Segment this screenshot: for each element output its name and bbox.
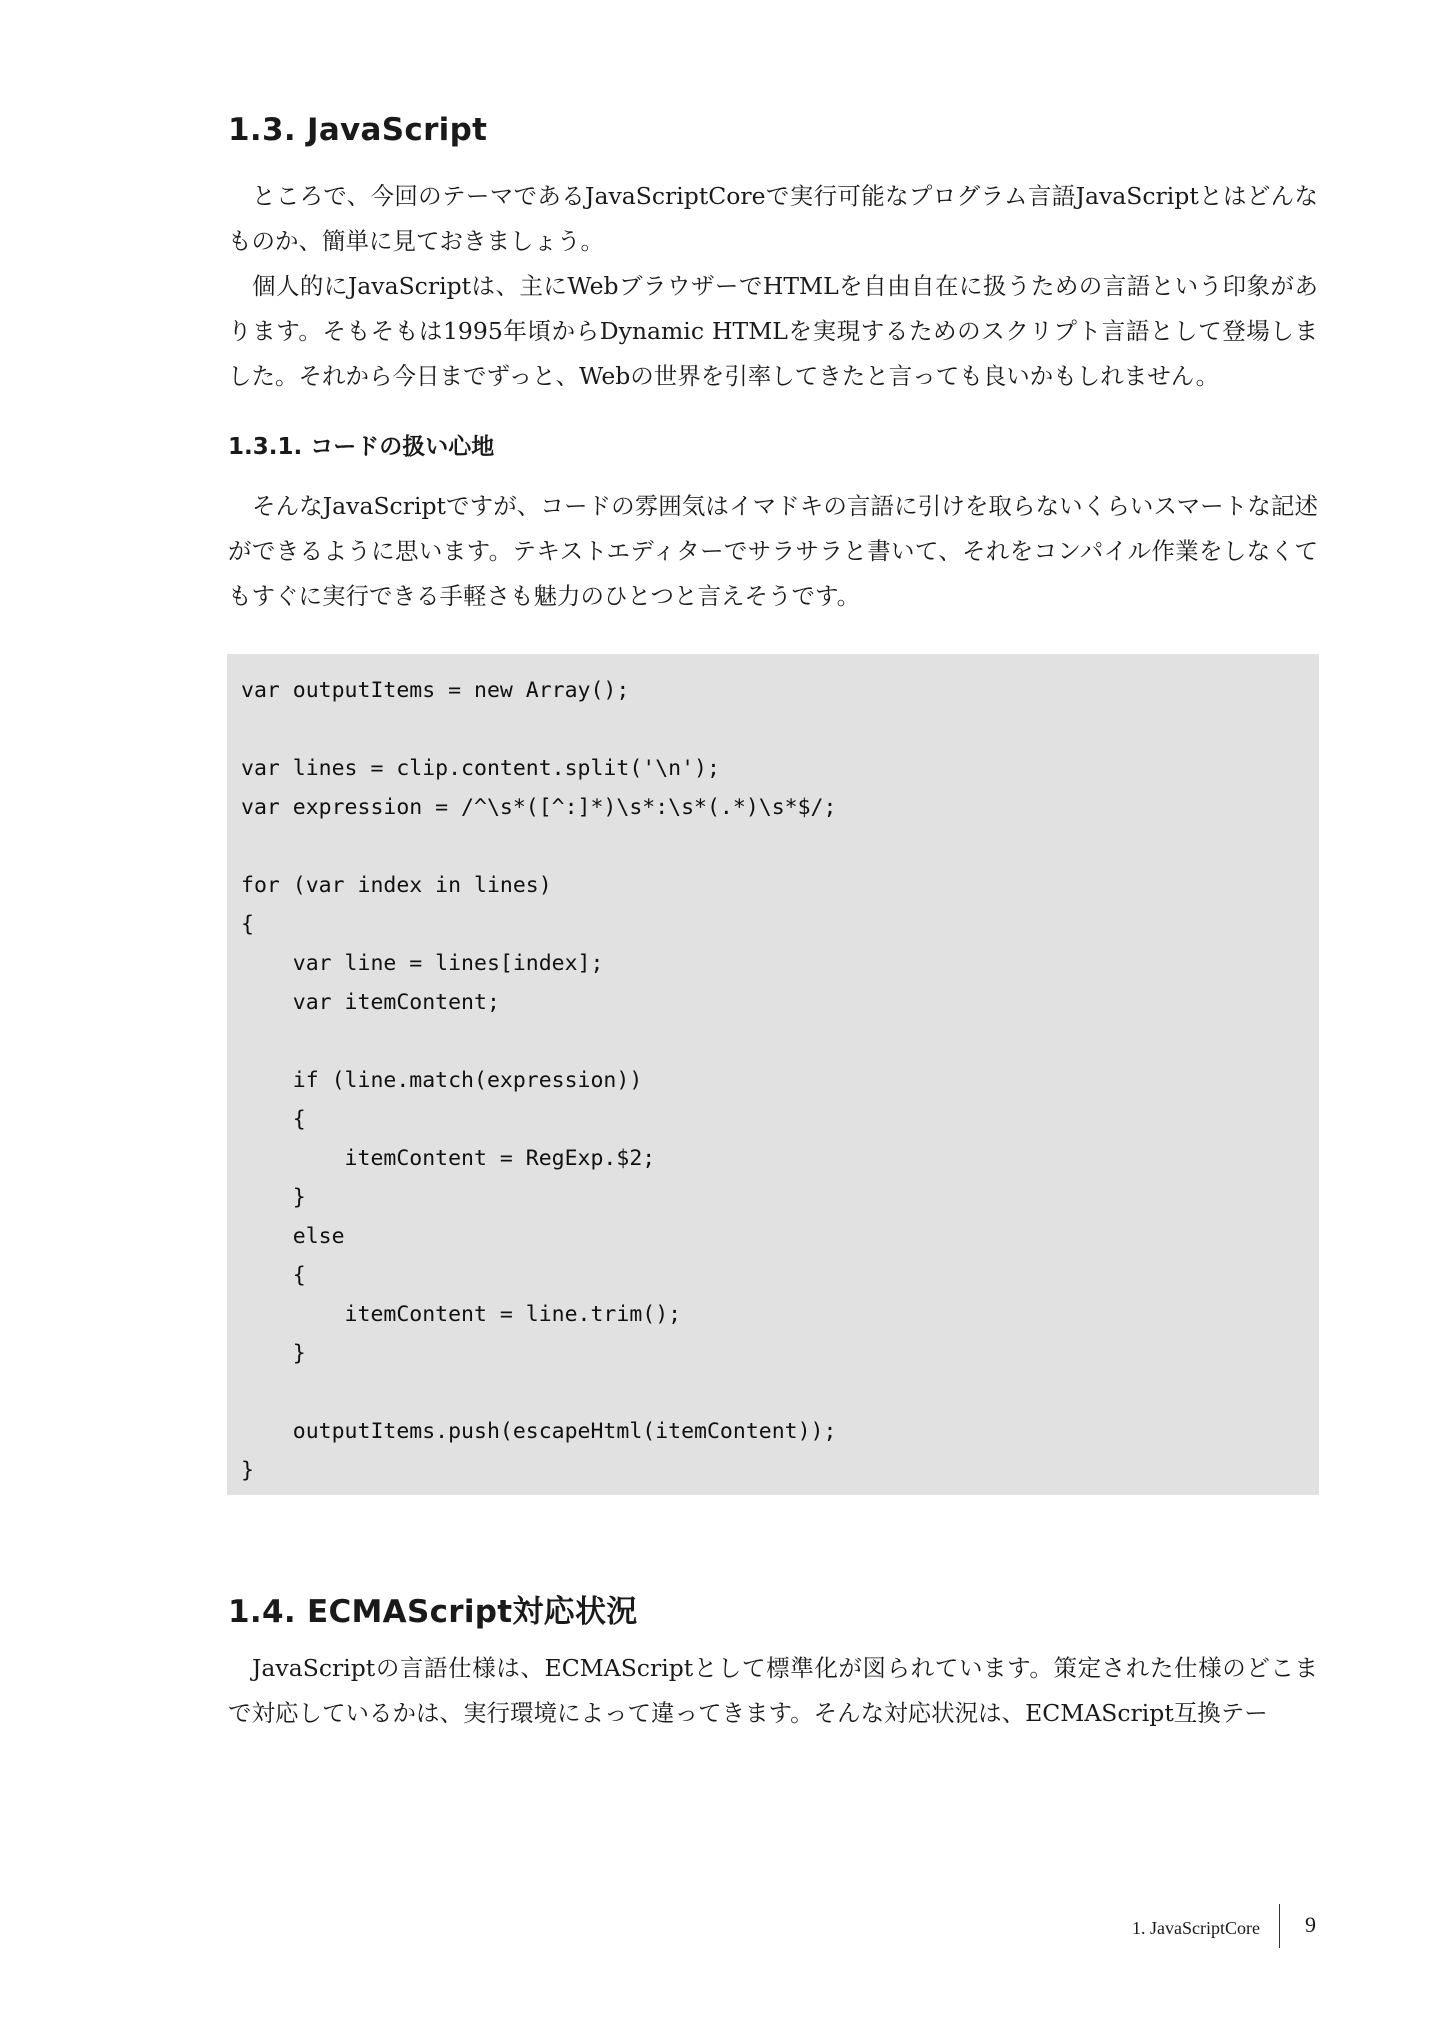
code-line: } bbox=[241, 1458, 254, 1483]
code-line: var outputItems = new Array(); bbox=[241, 678, 630, 703]
section-heading-1-3: 1.3. JavaScript bbox=[228, 112, 488, 148]
footer-chapter-title: 1. JavaScriptCore bbox=[1132, 1918, 1260, 1938]
code-line: var line = lines[index]; bbox=[241, 951, 604, 976]
code-line: { bbox=[241, 1263, 306, 1288]
footer-page-number: 9 bbox=[1305, 1912, 1316, 1937]
paragraph-code-feel: そんなJavaScriptですが、コードの雰囲気はイマドキの言語に引けを取らないくらいスマートな記述ができるように思います。テキストエディターでサラサラと書いて、それをコンパイル作業をしなくてもすぐに実行できる手軽さも魅力のひとつと言えそうです。 bbox=[228, 492, 1318, 610]
code-line: itemContent = RegExp.$2; bbox=[241, 1146, 656, 1171]
section-heading-1-3-1: 1.3.1. コードの扱い心地 bbox=[228, 434, 495, 460]
code-line: else bbox=[241, 1224, 345, 1249]
paragraph-impression: 個人的にJavaScriptは、主にWebブラウザーでHTMLを自由自在に扱うための言語という印象があります。そもそもは1995年頃からDynamic HTMLを実現するためのスクリプト言語として登場しました。それから今日までずっと、Webの世界を引率してきたと言っても良いかもしれません。 bbox=[228, 272, 1318, 390]
paragraph-intro: ところで、今回のテーマであるJavaScriptCoreで実行可能なプログラム言語JavaScriptとはどんなものか、簡単に見ておきましょう。 bbox=[228, 182, 1318, 255]
footer-divider bbox=[1279, 1904, 1280, 1948]
code-line: itemContent = line.trim(); bbox=[241, 1302, 682, 1327]
paragraph-ecmascript: JavaScriptの言語仕様は、ECMAScriptとして標準化が図られています。策定された仕様のどこまで対応しているかは、実行環境によって違ってきます。そんな対応状況は、ECMAScript互換テー bbox=[228, 1654, 1318, 1727]
code-line: { bbox=[241, 1107, 306, 1132]
code-line: { bbox=[241, 912, 254, 937]
code-line: var itemContent; bbox=[241, 990, 500, 1015]
code-line: var expression = /^\s*([^:]*)\s*:\s*(.*)\s*$/; bbox=[241, 795, 837, 820]
code-line: } bbox=[241, 1341, 306, 1366]
code-line: } bbox=[241, 1185, 306, 1210]
code-line: if (line.match(expression)) bbox=[241, 1068, 643, 1093]
section-heading-1-4: 1.4. ECMAScript対応状況 bbox=[228, 1594, 638, 1630]
code-block bbox=[227, 654, 1319, 1495]
code-line: for (var index in lines) bbox=[241, 873, 552, 898]
code-line: var lines = clip.content.split('\n'); bbox=[241, 756, 720, 781]
code-line: outputItems.push(escapeHtml(itemContent)); bbox=[241, 1419, 837, 1444]
